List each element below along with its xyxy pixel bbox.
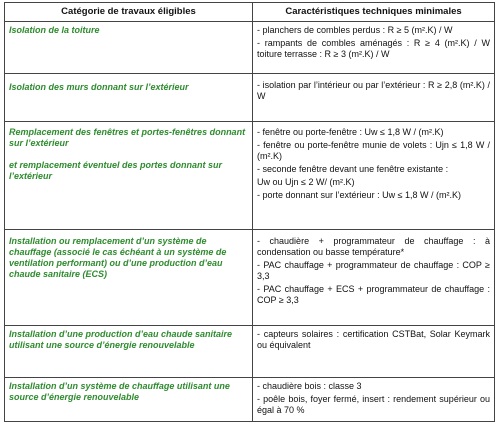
- eligible-works-table-container: [4, 2, 494, 422]
- category-text: Isolation des murs donnant sur l’extérieur: [9, 82, 189, 92]
- category-cell: [5, 74, 253, 122]
- specs-cell: [253, 326, 495, 378]
- spec-line: - chaudière bois : classe 3: [257, 381, 362, 391]
- specs-cell: [253, 122, 495, 230]
- category-text: Installation d’un système de chauffage utilisant une source d’énergie renouvelable: [9, 381, 230, 402]
- specs-cell: [253, 230, 495, 326]
- category-text: Installation ou remplacement d’un système de chauffage (associé le cas échéant à un système de ventilation performant) ou d’une production d’eau chaude sanitaire (ECS): [9, 236, 227, 279]
- category-cell: [5, 378, 253, 422]
- spec-line: - seconde fenêtre devant une fenêtre existante :: [257, 164, 449, 174]
- spec-line: - fenêtre ou porte-fenêtre munie de volets : Ujn ≤ 1,8 W / (m².K): [257, 140, 490, 161]
- category-text: Remplacement des fenêtres et portes-fenêtres donnant sur l’extérieur: [9, 127, 246, 148]
- table-row: [5, 378, 495, 422]
- spec-line: - isolation par l’intérieur ou par l’extérieur : R ≥ 2,8 (m².K) / W: [257, 80, 490, 101]
- category-cell: [5, 326, 253, 378]
- category-cell: [5, 230, 253, 326]
- category-cell: [5, 122, 253, 230]
- spec-line: - planchers de combles perdus : R ≥ 5 (m².K) / W: [257, 25, 453, 35]
- spec-line: - fenêtre ou porte-fenêtre : Uw ≤ 1,8 W / (m².K): [257, 127, 444, 137]
- table-header-row: [5, 3, 495, 22]
- specs-cell: [253, 378, 495, 422]
- header-specs: Caractéristiques techniques minimales: [253, 3, 495, 22]
- table-row: [5, 326, 495, 378]
- spec-line: - porte donnant sur l’extérieur : Uw ≤ 1,8 W / (m².K): [257, 190, 462, 200]
- spec-line: - chaudière + programmateur de chauffage : à condensation ou basse température*: [257, 236, 490, 257]
- table-row: [5, 74, 495, 122]
- table-row: [5, 230, 495, 326]
- category-text: Isolation de la toiture: [9, 25, 100, 35]
- table-row: [5, 122, 495, 230]
- eligible-works-table: [4, 2, 495, 422]
- category-text: Installation d’une production d’eau chaude sanitaire utilisant une source d’énergie renouvelable: [9, 329, 233, 350]
- specs-cell: [253, 22, 495, 74]
- specs-cell: [253, 74, 495, 122]
- category-cell: [5, 22, 253, 74]
- spec-line: - rampants de combles aménagés : R ≥ 4 (m².K) / W toiture terrasse : R ≥ 3 (m².K) / W: [257, 38, 490, 59]
- category-text: et remplacement éventuel des portes donnant sur l’extérieur: [9, 160, 223, 181]
- table-row: [5, 22, 495, 74]
- spec-line: - PAC chauffage + ECS + programmateur de chauffage : COP ≥ 3,3: [257, 284, 490, 305]
- spec-line: - capteurs solaires : certification CSTBat, Solar Keymark ou équivalent: [257, 329, 490, 350]
- spec-line: Uw ou Ujn ≤ 2 W/ (m².K): [257, 177, 355, 187]
- header-category: Catégorie de travaux éligibles: [5, 3, 253, 22]
- spec-line: - poêle bois, foyer fermé, insert : rendement supérieur ou égal à 70 %: [257, 394, 490, 415]
- spec-line: - PAC chauffage + programmateur de chauffage : COP ≥ 3,3: [257, 260, 490, 281]
